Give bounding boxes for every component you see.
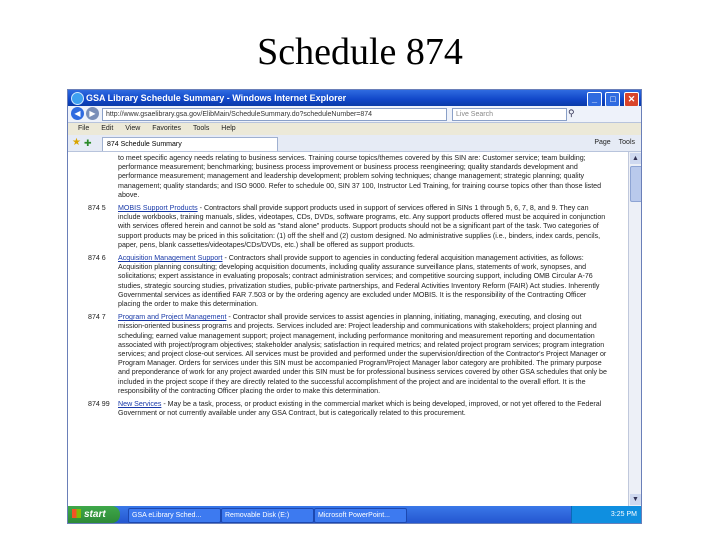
favorites-star-icon[interactable]: ★ <box>72 137 81 148</box>
menu-view[interactable]: View <box>125 125 141 132</box>
page-content <box>68 152 628 506</box>
window-controls <box>586 91 639 107</box>
sin-text: - May be a task, process, or product existing in the commercial market which is being developed, improved, or not yet offered to the Federal Government or not currently available under any GSA Contract, but is categorically related to this procurement. <box>118 400 602 418</box>
table-row <box>88 313 608 396</box>
sin-link[interactable]: Acquisition Management Support <box>118 254 223 263</box>
add-favorites-icon[interactable]: ✚ <box>84 138 92 148</box>
sin-description <box>118 254 608 309</box>
sin-text: - Contractors shall provide support to agencies in conducting federal acquisition management activities, as follows: Acquisition planning consulting; developing acquisition documents, including quality assurance surveillance plans, statements of work, synopses, and solicitations; expert assistance in evaluating proposals; contract administration services; and competitive sourcing support, including OMB Circular A-76 studies, strategic sourcing studies, privatization studies, public-private partnerships, and Federal Activities Inventory Reform (FAIR) Act studies. Inherently Governmental services as identified FAR 7.503 or by the ordering agency are excluded under MOBIS. It is the responsibility of the Contracting Officer placing the order to make this determination. <box>118 254 600 309</box>
taskbar-item-elibrary[interactable]: GSA eLibrary Sched... <box>128 508 221 523</box>
menu-tools[interactable]: Tools <box>193 125 210 132</box>
table-row <box>88 400 608 418</box>
table-row <box>88 154 608 200</box>
command-bar <box>588 137 635 149</box>
sin-code: 874 6 <box>88 254 106 263</box>
sin-description <box>118 204 608 250</box>
forward-arrow-icon[interactable]: ▶ <box>86 107 99 120</box>
sin-link[interactable]: MOBIS Support Products <box>118 204 198 213</box>
windows-flag-icon <box>72 509 81 518</box>
browser-screenshot <box>67 89 642 524</box>
vertical-scrollbar[interactable] <box>628 152 642 506</box>
start-label: start <box>84 509 106 520</box>
minimize-button[interactable]: _ <box>587 92 602 107</box>
close-button[interactable]: ✕ <box>624 92 639 107</box>
sin-code: 874 99 <box>88 400 110 409</box>
window-title: GSA Library Schedule Summary - Windows Internet Explorer <box>86 93 347 103</box>
sin-description <box>118 154 608 200</box>
slide-title: Schedule 874 <box>257 31 463 73</box>
scroll-up-icon[interactable]: ▲ <box>630 153 641 164</box>
menu-bar <box>68 123 641 135</box>
tab-bar <box>68 135 641 152</box>
page-menu[interactable]: Page <box>594 139 611 146</box>
sin-text: to meet specific agency needs relating to business services. Training course topics/themes covered by this SIN are: Customer service; team building; performance measurement; benchmarking; business process improvement or business process reengineering; quality standards development and performance measurement; management and leadership development; problem solving techniques; change management; strategic planning; quality management; quality standards; and ISO 9000. Refer to schedule 00, SIN 37 100, Instructor Led Training, for training course topics other than those listed above. <box>118 154 602 199</box>
schedule-table <box>88 154 608 418</box>
menu-file[interactable]: File <box>78 125 90 132</box>
table-row <box>88 204 608 250</box>
start-button[interactable] <box>68 506 120 523</box>
system-tray <box>571 506 641 523</box>
back-arrow-icon[interactable]: ◀ <box>71 107 84 120</box>
scroll-down-icon[interactable]: ▼ <box>630 494 641 505</box>
sin-text: - Contractors shall provide support products used in support of services offered in SINs 1 through 5, 6, 7, 8, and 9. They can include workbooks, training manuals, slides, videotapes, CDs, DVDs, software programs, etc. Any support products offered must be acquired in conjunction with services offered herein and cannot be sold as "stand alone" products. Support products should not be a significant part of the task. Two categories of support products may be priced in this solicitation: (1) off the shelf and (2) custom designed. No administrative supplies (i.e., binders, index cards, pencils, paper, pens, blank cassettes/videotapes/CDs/DVDs, etc.) shall be offered as support products. <box>118 204 606 249</box>
address-bar <box>68 106 641 123</box>
taskbar-item-powerpoint[interactable]: Microsoft PowerPoint... <box>314 508 407 523</box>
scroll-thumb[interactable] <box>630 166 642 202</box>
sin-link[interactable]: Program and Project Management <box>118 313 227 322</box>
sin-text: - Contractor shall provide services to assist agencies in planning, initiating, managing, executing, and closing out mission-oriented business programs and projects. Services included are: Project leadership and communications with stakeholders; project planning and scheduling; earned value management support; project management, including performance monitoring and measurement reporting and documentation associated with project/program objectives; stakeholder analysis; satisfaction in required metrics; and related project program services; program integration services; and project close-out services. All services must be provided and performed under the supervision/direction of the Contractor's Project Manager or Program Manager. Orders for services under this SIN must be accompanied Program/Project Manager labor category are prohibited. The primary purpose and preponderance of work for any project awarded under this SIN must be for professional business services covered by other GSA schedules that only be included in the project scope if they are directly related to the successful accomplishment of the project and are incidental to the overall effort. It is the responsibility of the contracting Officer placing the order to make this determination. <box>118 313 607 395</box>
menu-edit[interactable]: Edit <box>101 125 114 132</box>
tab-schedule-summary[interactable]: 874 Schedule Summary <box>102 137 278 151</box>
maximize-button[interactable]: □ <box>605 92 620 107</box>
menu-help[interactable]: Help <box>221 125 236 132</box>
table-row <box>88 254 608 309</box>
sin-code: 874 5 <box>88 204 106 213</box>
sin-description <box>118 400 608 418</box>
sin-link[interactable]: New Services <box>118 400 162 409</box>
windows-taskbar <box>68 506 641 523</box>
sin-code <box>88 154 118 200</box>
menu-favorites[interactable]: Favorites <box>152 125 182 132</box>
ie-logo-icon <box>71 92 84 105</box>
tools-menu[interactable]: Tools <box>618 139 635 146</box>
search-input[interactable]: Live Search <box>452 108 567 121</box>
taskbar-item-removable-disk[interactable]: Removable Disk (E:) <box>221 508 314 523</box>
url-field[interactable]: http://www.gsaelibrary.gsa.gov/ElibMain/ScheduleSummary.do?scheduleNumber=874 <box>102 108 447 121</box>
sin-description <box>118 313 608 396</box>
window-titlebar[interactable] <box>68 90 641 106</box>
search-icon[interactable]: ⚲ <box>568 108 575 118</box>
clock: 3:25 PM <box>610 511 637 518</box>
sin-code: 874 7 <box>88 313 106 322</box>
